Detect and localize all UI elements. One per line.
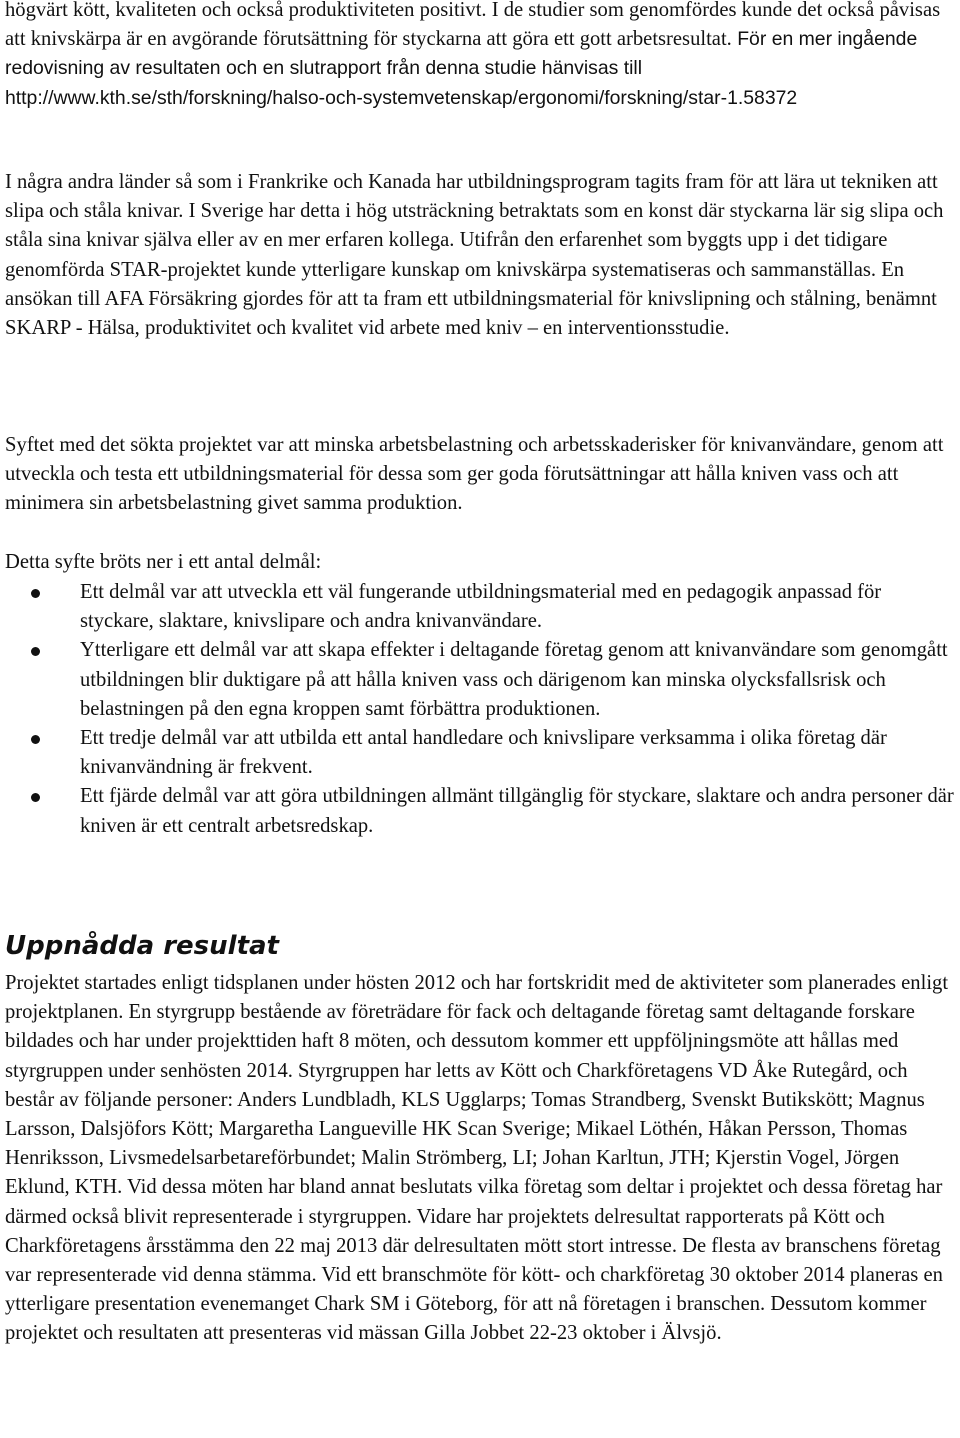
bullet-icon xyxy=(31,589,40,598)
results-paragraph: Projektet startades enligt tidsplanen under hösten 2012 och har fortskridit med de aktiviteter som planerades enligt projektplanen. En styrgrupp bestående av företrädare för fack och deltagande företag samt deltagande forskare bildades och har under projekttiden haft 8 möten, och dessutom kommer ett uppföljningsmöte att hållas med styrgruppen under senhösten 2014. Styrgruppen har letts av Kött och Charkföretagens VD Åke Rutegård, och består av följande personer: Anders Lundbladh, KLS Ugglarps; Tomas Strandberg, Svenskt Butikskött; Magnus Larsson, Dalsjöfors Kött; Margaretha Langueville HK Scan Sverige; Mikael Löthén, Håkan Persson, Thomas Henriksson, Livsmedelsarbetareförbundet; Malin Strömberg, LI; Johan Karltun, JTH; Kjerstin Vogel, Jörgen Eklund, KTH. Vid dessa möten har bland annat beslutats vilka företag som deltar i projektet och dessa företag har därmed också blivit representerade i styrgruppen. Vidare har projektets delresultat rapporterats på Kött och Charkföretagens årsstämma den 22 maj 2013 där delresultaten mött stort intresse. De flesta av branschens företag var representerade vid denna stämma. Vid ett branschmöte för kött- och charkföretag 30 oktober 2014 planeras en ytterligare presentation evenemanget Chark SM i Göteborg, för att nå företagen i branschen. Dessutom kommer projektet och resultaten att presenteras vid mässan Gilla Jobbet 22-23 oktober i Älvsjö. xyxy=(5,972,949,1345)
goal-text: Ett fjärde delmål var att göra utbildningen allmänt tillgänglig för styckare, slaktare och andra personer där kniven är ett centralt arbetsredskap. xyxy=(80,785,954,837)
goals-list xyxy=(5,578,957,841)
intro-paragraph xyxy=(5,0,957,113)
bullet-icon xyxy=(31,735,40,744)
goal-text: Ytterligare ett delmål var att skapa effekter i deltagande företag genom att knivanvändare som genomgått utbildningen blir duktigare på att hålla kniven vass och därigenom kan minska olycksfallsrisk och belastningen på den egna kroppen samt förbättra produktionen. xyxy=(80,639,948,720)
goal-text: Ett tredje delmål var att utbilda ett antal handledare och knivslipare verksamma i olika företag där knivanvändning är frekvent. xyxy=(80,727,887,779)
list-item xyxy=(5,782,957,840)
bullet-icon xyxy=(31,647,40,656)
intro-paragraph-link-text: För en mer ingående redovisning av resultaten och en slutrapport från denna studie hänvisas till http://www.kth.se/sth/forskning/halso-och-systemvetenskap/ergonomi/forskning/star-1.58372 xyxy=(5,28,918,109)
list-item xyxy=(5,724,957,782)
intro-paragraph-serif: högvärt kött, kvaliteten och också produktiviteten positivt. I de studier som genomfördes kunde det också påvisas att knivskärpa är en avgörande förutsättning för styckarna att göra ett gott arbetsresultat. xyxy=(5,0,941,51)
results-heading: Uppnådda resultat xyxy=(5,931,279,961)
international-paragraph: I några andra länder så som i Frankrike och Kanada har utbildningsprogram tagits fram för att lära ut tekniken att slipa och ståla knivar. I Sverige har detta i hög utsträckning betraktats som en konst där styckarna lär sig slipa och ståla sina knivar själva eller av en mer erfaren kollega. Utifrån den erfarenhet som byggts upp i det tidigare genomförda STAR-projektet kunde ytterligare kunskap om knivskärpa systematiseras och sammanställas. En ansökan till AFA Försäkring gjordes för att ta fram ett utbildningsmaterial för knivslipning och stålning, benämnt SKARP - Hälsa, produktivitet och kvalitet vid arbete med kniv – en interventionsstudie. xyxy=(5,171,944,340)
goals-lead: Detta syfte bröts ner i ett antal delmål: xyxy=(5,551,322,573)
goal-text: Ett delmål var att utveckla ett väl fungerande utbildningsmaterial med en pedagogik anpassad för styckare, slaktare, knivslipare och andra knivanvändare. xyxy=(80,581,882,633)
aim-paragraph: Syftet med det sökta projektet var att minska arbetsbelastning och arbetsskaderisker för knivanvändare, genom att utveckla och testa ett utbildningsmaterial för dessa som ger goda förutsättningar att hålla kniven vass och att minimera sin arbetsbelastning givet samma produktion. xyxy=(5,434,944,515)
bullet-icon xyxy=(31,793,40,802)
list-item xyxy=(5,578,957,636)
list-item xyxy=(5,636,957,724)
